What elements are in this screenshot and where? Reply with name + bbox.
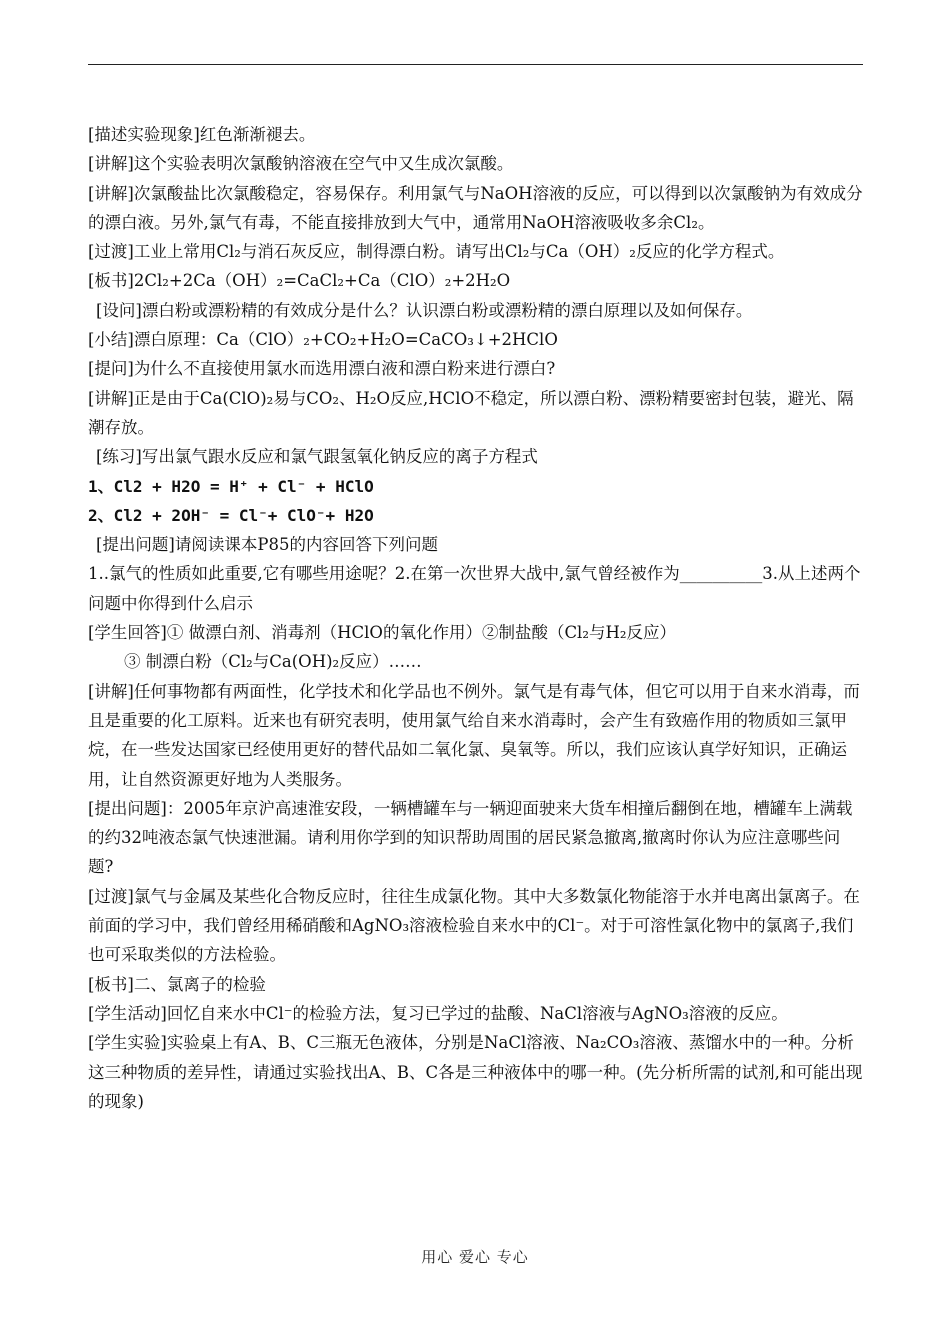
equation-2: 2、Cl2 + 2OH⁻ = Cl⁻+ ClO⁻+ H2O — [88, 505, 374, 525]
paragraph-transition-1: [过渡]工业上常用Cl₂与消石灰反应，制得漂白粉。请写出Cl₂与Ca（OH）₂反应的化学方程式。 — [88, 242, 785, 262]
paragraph-transition-2: [过渡]氯气与金属及某些化合物反应时，往往生成氯化物。其中大多数氯化物能溶于水并电离出氯离子。在前面的学习中，我们曾经用稀硝酸和AgNO₃溶液检验自来水中的Cl⁻。对于可溶性氯化物中的氯离子,我们也可采取类似的方法检验。 — [88, 886, 860, 965]
paragraph-student-answer: [学生回答]① 做漂白剂、消毒剂（HClO的氧化作用）②制盐酸（Cl₂与H₂反应） — [88, 623, 676, 643]
paragraph-student-experiment: [学生实验]实验桌上有A、B、C三瓶无色液体，分别是NaCl溶液、Na₂CO₃溶液、蒸馏水中的一种。分析这三种物质的差异性，请通过实验找出A、B、C各是三种液体中的哪一种。(先分析所需的试剂,和可能出现的现象) — [88, 1033, 863, 1111]
paragraph-explanation-4: [讲解]任何事物都有两面性，化学技术和化学品也不例外。氯气是有毒气体，但它可以用于自来水消毒，而且是重要的化工原料。近来也有研究表明，使用氯气给自来水消毒时，会产生有致癌作用的物质如三氯甲烷，在一些发达国家已经使用更好的替代品如二氧化氯、臭氧等。所以，我们应该认真学好知识，正确运用，让自然资源更好地为人类服务。 — [88, 681, 860, 789]
header-rule — [88, 64, 863, 65]
paragraph-ask: [提问]为什么不直接使用氯水而选用漂白液和漂白粉来进行漂白? — [88, 359, 556, 379]
paragraph-explanation-3: [讲解]正是由于Ca(ClO)₂易与CO₂、H₂O反应,HClO不稳定，所以漂白粉、漂粉精要密封包装，避光、隔潮存放。 — [88, 388, 854, 437]
paragraph-questions-list: 1..氯气的性质如此重要,它有哪些用途呢？2.在第一次世界大战中,氯气曾经被作为__________3.从上述两个问题中你得到什么启示 — [88, 564, 861, 613]
paragraph-exercise: [练习]写出氯气跟水反应和氯气跟氢氧化钠反应的离子方程式 — [96, 447, 538, 467]
document-body — [88, 120, 863, 1116]
page-footer: 用心 爱心 专心 — [421, 1248, 529, 1266]
paragraph-explanation-2: [讲解]次氯酸盐比次氯酸稳定，容易保存。利用氯气与NaOH溶液的反应，可以得到以次氯酸钠为有效成分的漂白液。另外,氯气有毒，不能直接排放到大气中，通常用NaOH溶液吸收多余Cl₂。 — [88, 183, 863, 232]
paragraph-summary: [小结]漂白原理：Ca（ClO）₂+CO₂+H₂O=CaCO₃↓+2HClO — [88, 330, 558, 350]
paragraph-raise-question-1: [提出问题]请阅读课本P85的内容回答下列问题 — [96, 535, 438, 555]
paragraph-student-answer-cont: ③ 制漂白粉（Cl₂与Ca(OH)₂反应）…… — [124, 652, 422, 672]
paragraph-student-activity: [学生活动]回忆自来水中Cl⁻的检验方法，复习已学过的盐酸、NaCl溶液与AgNO₃溶液的反应。 — [88, 1003, 788, 1023]
paragraph-raise-question-2: [提出问题]：2005年京沪高速淮安段，一辆槽罐车与一辆迎面驶来大货车相撞后翻倒在地，槽罐车上满载的约32吨液态氯气快速泄漏。请利用你学到的知识帮助周围的居民紧急撤离,撤离时你认为应注意哪些问题? — [88, 798, 853, 877]
equation-1: 1、Cl2 + H2O = H⁺ + Cl⁻ + HClO — [88, 476, 374, 496]
paragraph-explanation-1: [讲解]这个实验表明次氯酸钠溶液在空气中又生成次氯酸。 — [88, 154, 514, 174]
paragraph-board-2: [板书]二、氯离子的检验 — [88, 974, 266, 994]
paragraph-question-1: [设问]漂白粉或漂粉精的有效成分是什么？认识漂白粉或漂粉精的漂白原理以及如何保存。 — [96, 300, 753, 320]
paragraph-observation: [描述实验现象]红色渐渐褪去。 — [88, 125, 316, 144]
paragraph-board-1: [板书]2Cl₂+2Ca（OH）₂=CaCl₂+Ca（ClO）₂+2H₂O — [88, 271, 511, 291]
